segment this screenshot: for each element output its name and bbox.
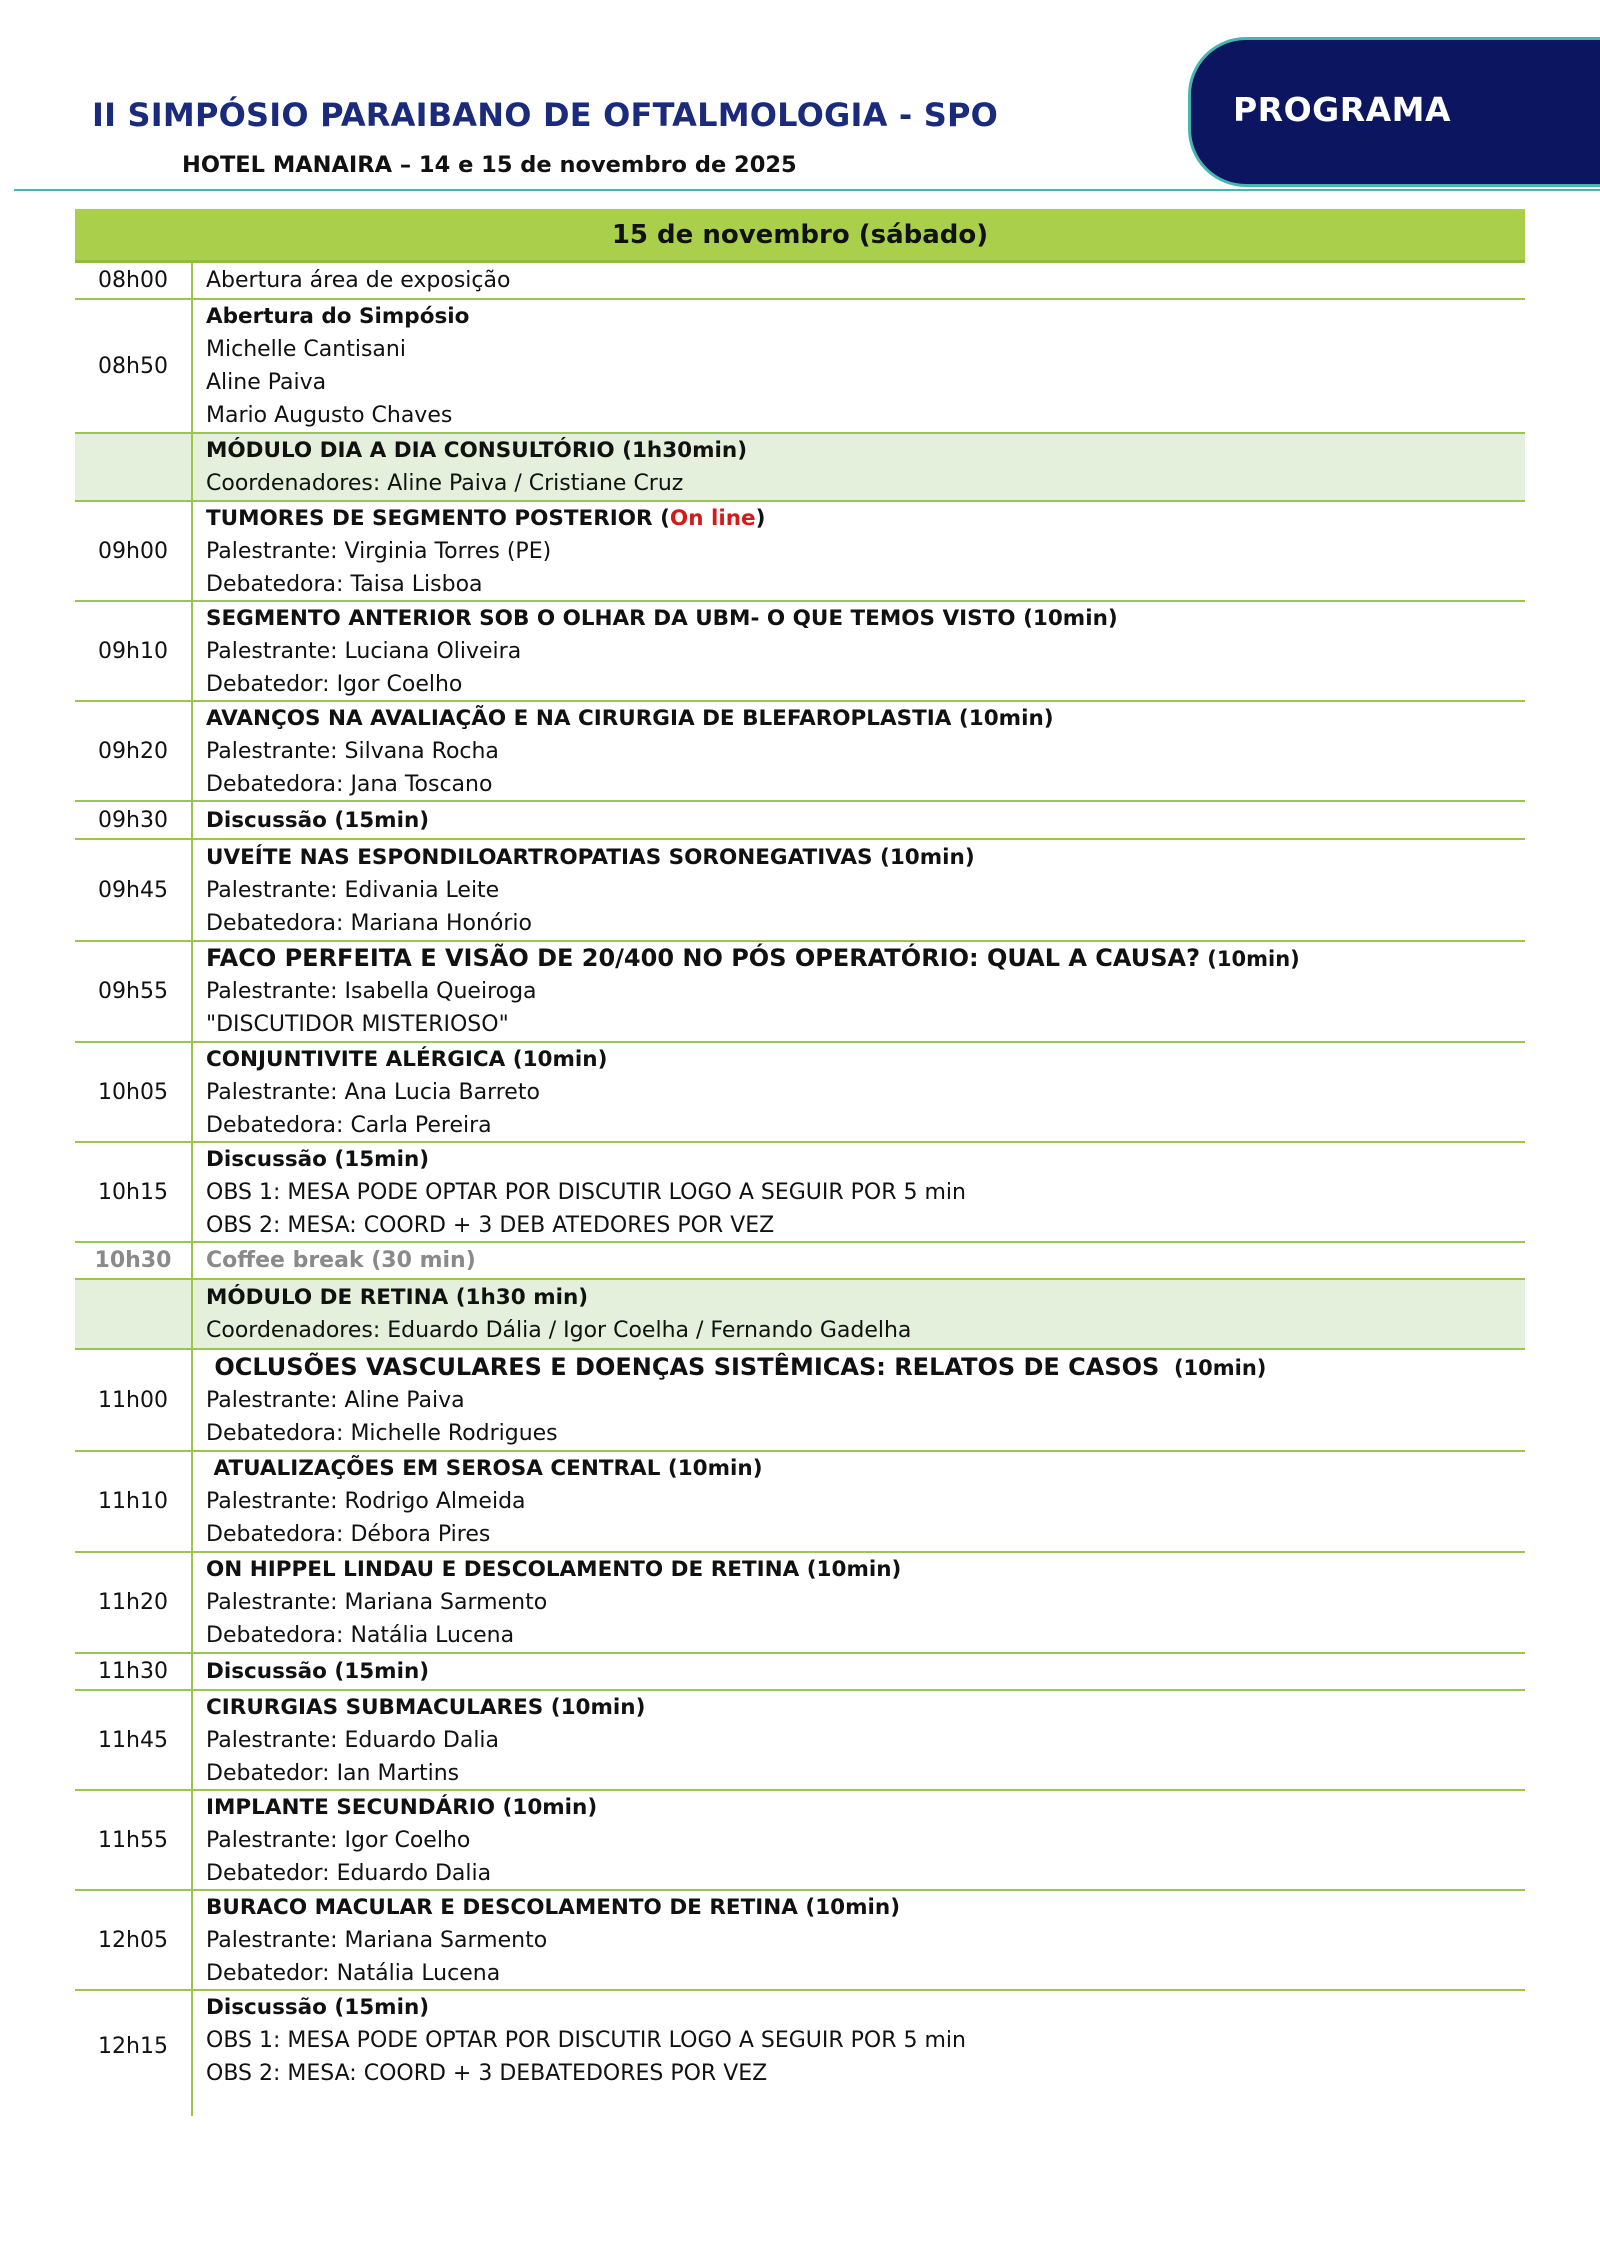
session-title: ATUALIZAÇÕES EM SEROSA CENTRAL (10min) (206, 1456, 763, 1481)
debater-line: Debatedora: Débora Pires (206, 1522, 491, 1547)
speaker-line: Mario Augusto Chaves (206, 403, 453, 428)
table-row (75, 1691, 1525, 1791)
speaker-line: Palestrante: Aline Paiva (206, 1387, 465, 1413)
time-cell: 10h30 (75, 1243, 193, 1278)
speaker-line: Michelle Cantisani (206, 337, 406, 362)
note-line: OBS 2: MESA: COORD + 3 DEBATEDORES POR VEZ (206, 2061, 768, 2086)
content-cell (193, 1654, 1525, 1689)
module-row (75, 434, 1525, 502)
time-cell: 12h15 (75, 1991, 193, 2116)
time-cell: 11h10 (75, 1452, 193, 1551)
content-cell (193, 1452, 1525, 1551)
time-cell: 09h45 (75, 840, 193, 940)
content-cell (193, 1553, 1525, 1652)
speaker-line: Palestrante: Luciana Oliveira (206, 638, 522, 664)
programa-label: PROGRAMA (1233, 90, 1452, 129)
time-cell: 10h15 (75, 1143, 193, 1241)
speaker-line: Aline Paiva (206, 370, 327, 395)
table-row (75, 1452, 1525, 1553)
note-line: OBS 1: MESA PODE OPTAR POR DISCUTIR LOGO A SEGUIR POR 5 min (206, 2028, 966, 2053)
session-title: Abertura área de exposição (206, 268, 511, 293)
time-cell (75, 434, 193, 500)
session-title: CONJUNTIVITE ALÉRGICA (10min) (206, 1046, 608, 1072)
table-row (75, 1891, 1525, 1991)
session-title (206, 1351, 1525, 1384)
speaker-line: Palestrante: Virginia Torres (PE) (206, 538, 552, 564)
day-header: 15 de novembro (sábado) (75, 209, 1525, 263)
session-title: AVANÇOS NA AVALIAÇÃO E NA CIRURGIA DE BLEFAROPLASTIA (10min) (206, 705, 1054, 731)
debater-line: "DISCUTIDOR MISTERIOSO" (206, 1012, 509, 1037)
table-row (75, 300, 1525, 434)
module-title: MÓDULO DE RETINA (1h30 min) (206, 1285, 589, 1310)
content-cell (193, 1143, 1525, 1241)
debater-line: Debatedora: Carla Pereira (206, 1112, 492, 1138)
debater-line: Debatedor: Natália Lucena (206, 1960, 501, 1986)
table-row (75, 1791, 1525, 1891)
debater-line: Debatedora: Natália Lucena (206, 1623, 515, 1648)
content-cell (193, 1891, 1525, 1989)
session-title: Discussão (15min) (206, 1146, 430, 1172)
content-cell (193, 1350, 1525, 1450)
time-cell: 12h05 (75, 1891, 193, 1989)
table-row (75, 1043, 1525, 1143)
module-title: MÓDULO DIA A DIA CONSULTÓRIO (1h30min) (206, 438, 748, 463)
coffee-break: Coffee break (30 min) (206, 1248, 476, 1273)
time-cell: 11h00 (75, 1350, 193, 1450)
time-cell: 08h00 (75, 263, 193, 298)
session-duration: (10min) (1199, 947, 1300, 971)
online-tag: On line (669, 505, 756, 531)
session-title: Abertura do Simpósio (206, 304, 470, 329)
content-cell (193, 1691, 1525, 1789)
speaker-line: Palestrante: Mariana Sarmento (206, 1927, 548, 1953)
speaker-line: Palestrante: Mariana Sarmento (206, 1590, 548, 1615)
table-row (75, 1350, 1525, 1452)
speaker-line: Palestrante: Isabella Queiroga (206, 979, 537, 1004)
time-cell: 10h05 (75, 1043, 193, 1141)
debater-line: Debatedora: Mariana Honório (206, 910, 532, 936)
table-row (75, 602, 1525, 702)
content-cell (193, 840, 1525, 940)
session-title: ON HIPPEL LINDAU E DESCOLAMENTO DE RETINA (10min) (206, 1557, 902, 1582)
session-title: UVEÍTE NAS ESPONDILOARTROPATIAS SORONEGATIVAS (10min) (206, 844, 975, 870)
session-title: IMPLANTE SECUNDÁRIO (10min) (206, 1794, 598, 1820)
table-row (75, 1143, 1525, 1243)
programa-tab (1188, 37, 1600, 187)
speaker-line: Palestrante: Edivania Leite (206, 877, 500, 903)
session-duration: (10min) (1159, 1355, 1267, 1380)
table-row (75, 840, 1525, 942)
note-line: OBS 2: MESA: COORD + 3 DEB ATEDORES POR VEZ (206, 1212, 775, 1238)
table-row (75, 502, 1525, 602)
session-title (206, 502, 1525, 535)
debater-line: Debatedor: Eduardo Dalia (206, 1860, 492, 1886)
session-title: Discussão (15min) (206, 807, 430, 833)
content-cell (193, 802, 1525, 838)
speaker-line: Palestrante: Ana Lucia Barreto (206, 1079, 540, 1105)
session-title-close: ) (755, 505, 766, 531)
speaker-line: Palestrante: Silvana Rocha (206, 738, 499, 764)
table-row (75, 263, 1525, 300)
table-row (75, 702, 1525, 802)
time-cell: 09h10 (75, 602, 193, 700)
content-cell (193, 702, 1525, 800)
debater-line: Debatedora: Taisa Lisboa (206, 571, 483, 597)
session-title: CIRURGIAS SUBMACULARES (10min) (206, 1694, 646, 1720)
content-cell (193, 1280, 1525, 1348)
schedule-table (75, 209, 1525, 2116)
note-line: OBS 1: MESA PODE OPTAR POR DISCUTIR LOGO A SEGUIR POR 5 min (206, 1179, 966, 1205)
session-title (206, 942, 1525, 975)
time-cell: 09h30 (75, 802, 193, 838)
table-row (75, 942, 1525, 1043)
content-cell (193, 434, 1525, 500)
table-row (75, 1243, 1525, 1280)
session-title-text: TUMORES DE SEGMENTO POSTERIOR ( (206, 505, 670, 531)
table-row (75, 1654, 1525, 1691)
session-title-text: OCLUSÕES VASCULARES E DOENÇAS SISTÊMICAS: RELATOS DE CASOS (206, 1352, 1160, 1381)
debater-line: Debatedor: Ian Martins (206, 1760, 460, 1786)
debater-line: Debatedora: Michelle Rodrigues (206, 1420, 558, 1446)
table-row (75, 1991, 1525, 2116)
coordinators-line: Coordenadores: Eduardo Dália / Igor Coelha / Fernando Gadelha (206, 1318, 912, 1343)
module-row (75, 1280, 1525, 1350)
content-cell (193, 1791, 1525, 1889)
time-cell (75, 1280, 193, 1348)
time-cell: 11h55 (75, 1791, 193, 1889)
debater-line: Debatedora: Jana Toscano (206, 771, 493, 797)
time-cell: 09h00 (75, 502, 193, 600)
event-subtitle: HOTEL MANAIRA – 14 e 15 de novembro de 2025 (182, 152, 797, 178)
content-cell (193, 1243, 1525, 1278)
coordinators-line: Coordenadores: Aline Paiva / Cristiane Cruz (206, 471, 684, 496)
time-cell: 09h20 (75, 702, 193, 800)
time-cell: 08h50 (75, 300, 193, 432)
speaker-line: Palestrante: Rodrigo Almeida (206, 1489, 526, 1514)
session-title: BURACO MACULAR E DESCOLAMENTO DE RETINA (10min) (206, 1894, 901, 1920)
time-cell: 11h45 (75, 1691, 193, 1789)
time-cell: 11h20 (75, 1553, 193, 1652)
content-cell (193, 1991, 1525, 2090)
session-title-text: FACO PERFEITA E VISÃO DE 20/400 NO PÓS OPERATÓRIO: QUAL A CAUSA? (206, 944, 1200, 972)
content-cell (193, 942, 1525, 1041)
session-title: Discussão (15min) (206, 1995, 430, 2020)
speaker-line: Palestrante: Eduardo Dalia (206, 1727, 500, 1753)
session-title: Discussão (15min) (206, 1659, 430, 1684)
table-row (75, 1553, 1525, 1654)
content-cell (193, 502, 1525, 600)
header-divider (14, 189, 1600, 191)
time-cell: 09h55 (75, 942, 193, 1041)
table-row (75, 802, 1525, 840)
event-title: II SIMPÓSIO PARAIBANO DE OFTALMOLOGIA - SPO (92, 96, 999, 134)
content-cell (193, 602, 1525, 700)
content-cell (193, 300, 1525, 432)
speaker-line: Palestrante: Igor Coelho (206, 1827, 471, 1853)
time-cell: 11h30 (75, 1654, 193, 1689)
session-title: SEGMENTO ANTERIOR SOB O OLHAR DA UBM- O QUE TEMOS VISTO (10min) (206, 605, 1118, 631)
debater-line: Debatedor: Igor Coelho (206, 671, 463, 697)
content-cell (193, 263, 1525, 298)
content-cell (193, 1043, 1525, 1141)
